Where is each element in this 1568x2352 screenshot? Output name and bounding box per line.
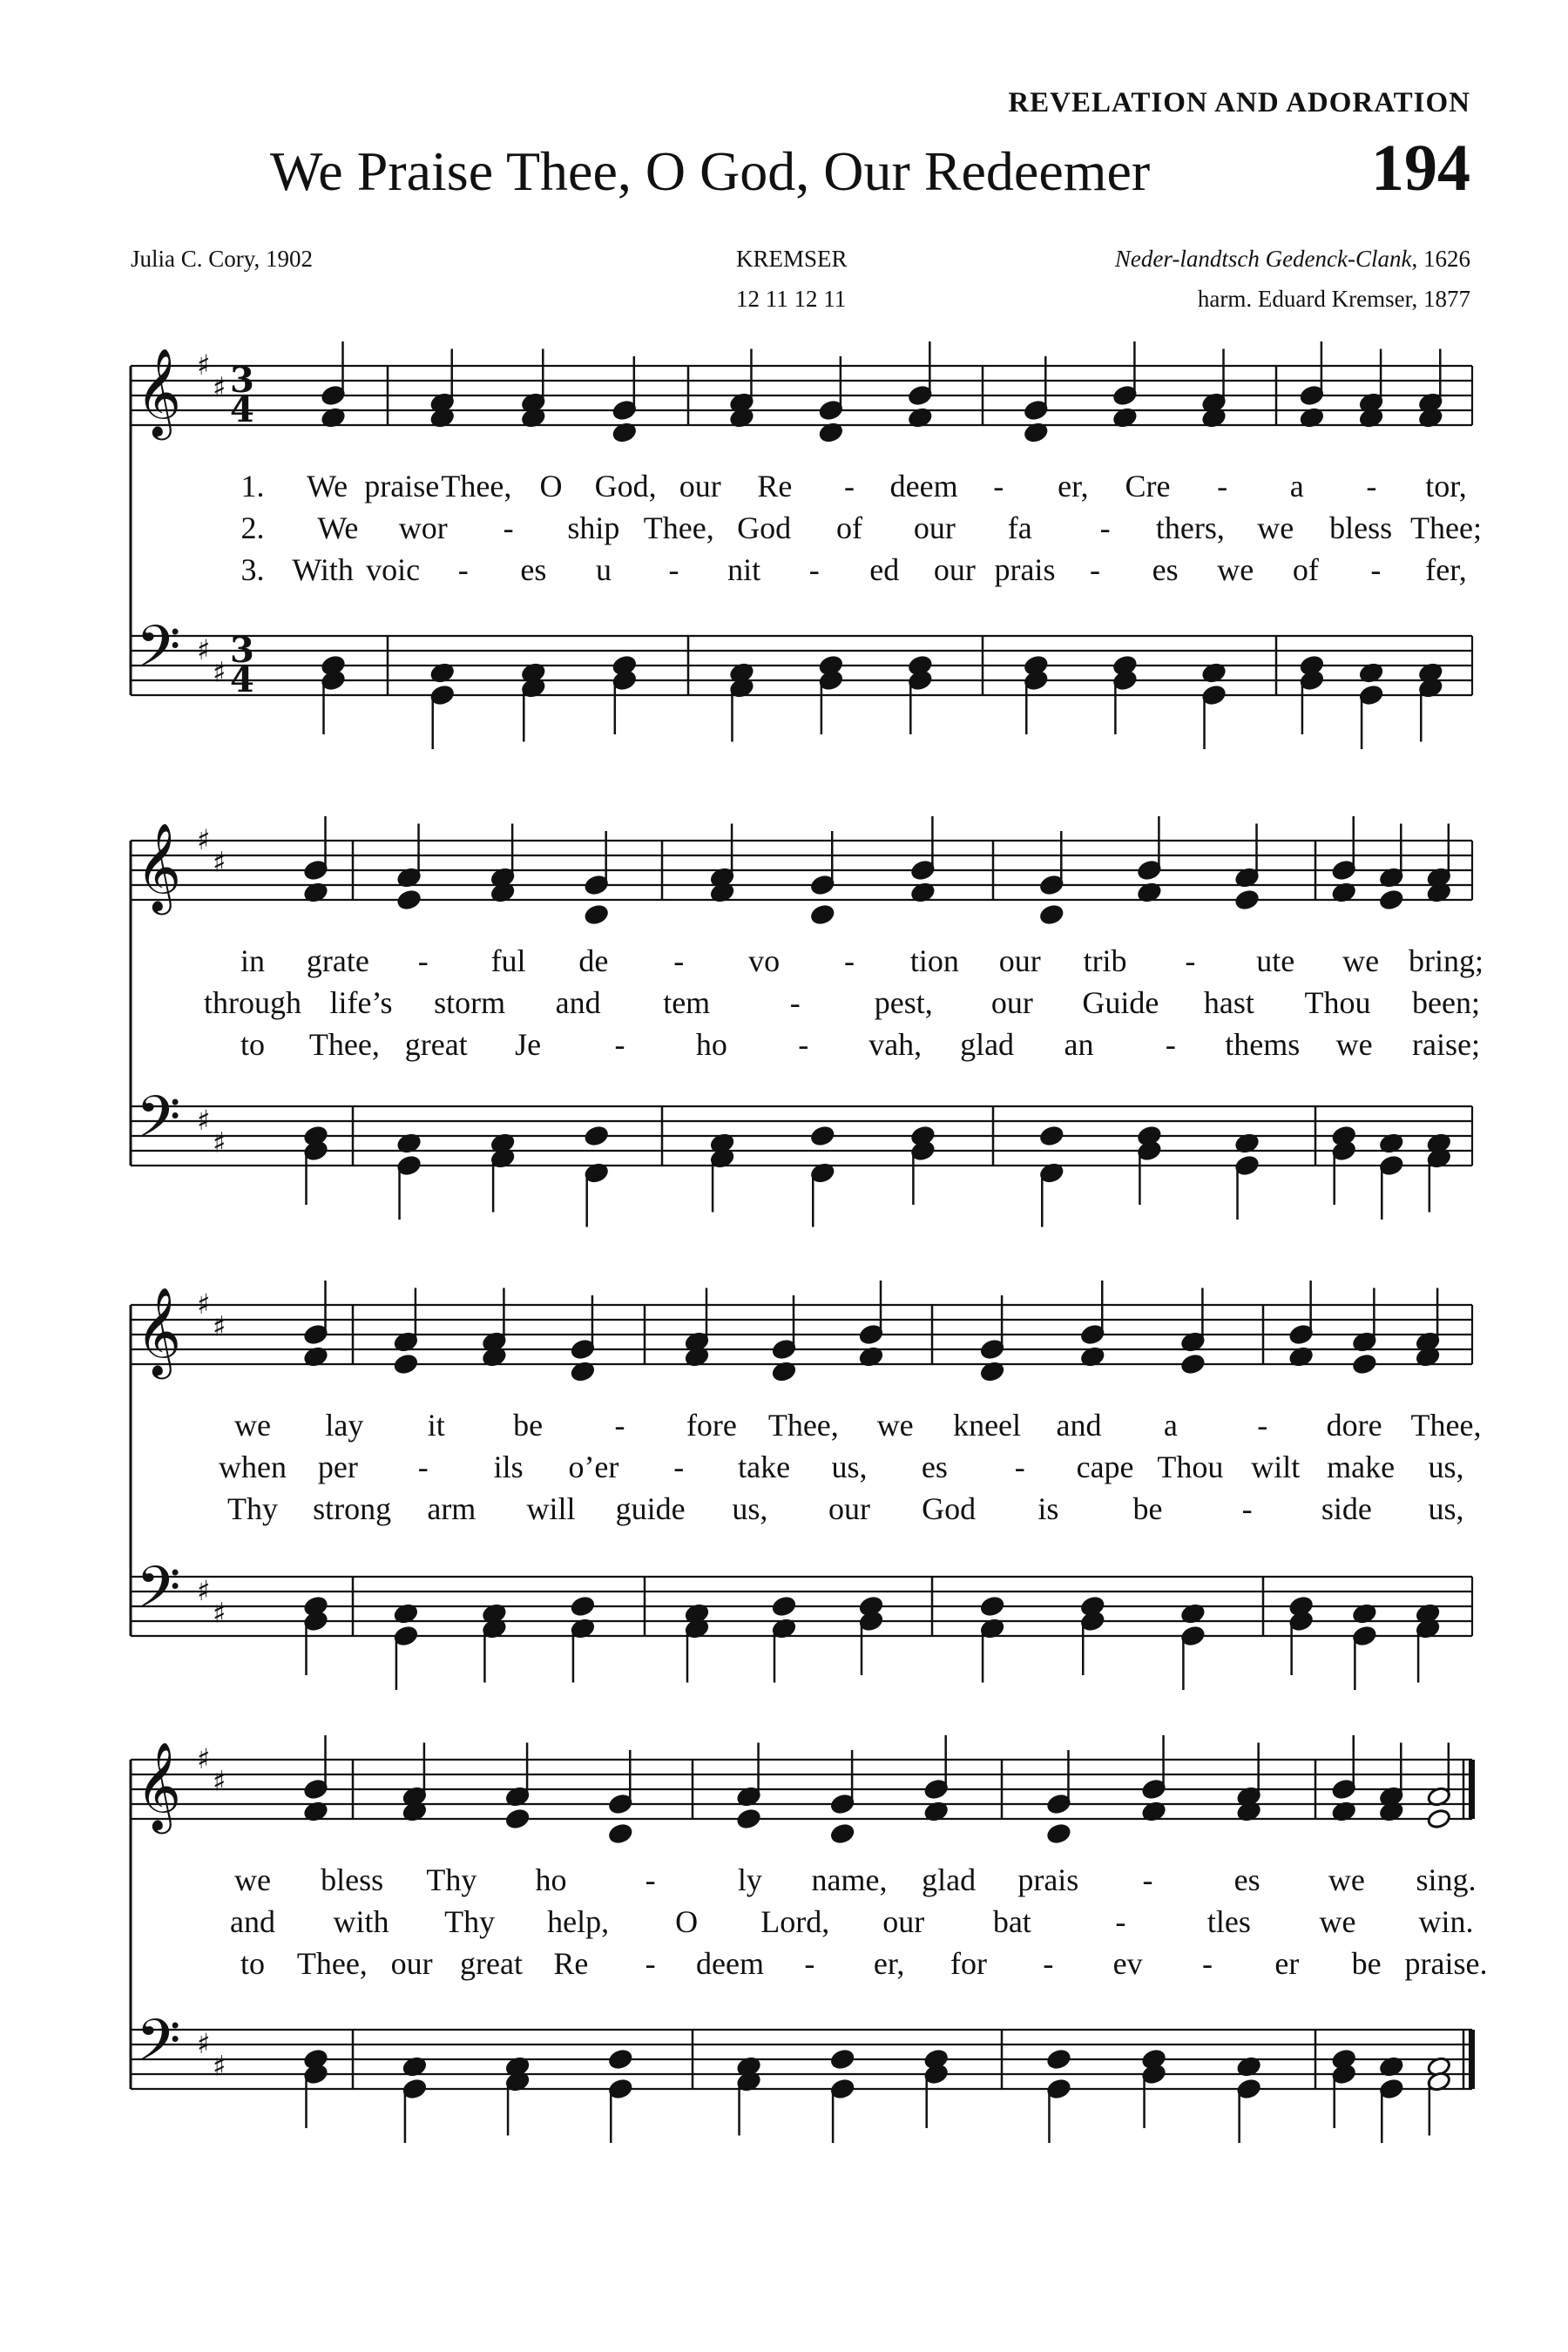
lyric-syllable: be (1132, 1491, 1163, 1526)
lyric-syllable: bless (1329, 510, 1393, 545)
lyric-syllable: and (555, 985, 601, 1020)
lyric-syllable: wilt (1251, 1450, 1301, 1484)
lyric-syllable: an (1064, 1027, 1094, 1062)
sharp-icon: ♯ (213, 2049, 226, 2083)
lyric-syllable: thems (1225, 1027, 1301, 1062)
treble-note (1039, 904, 1064, 926)
lyric-syllable: God (737, 510, 792, 545)
sharp-icon: ♯ (213, 655, 226, 689)
lyric-syllable: Guide (1082, 985, 1159, 1020)
sharp-icon: ♯ (197, 348, 211, 382)
sharp-icon: ♯ (197, 823, 211, 856)
lyric-syllable: is (1037, 1491, 1059, 1526)
lyric-syllable: trib (1083, 943, 1127, 978)
lyric-syllable: sing. (1416, 1862, 1477, 1897)
lyric-syllable: us, (732, 1491, 768, 1526)
treble-note (1046, 1823, 1071, 1845)
sharp-icon: ♯ (213, 1764, 226, 1798)
lyric-syllable: we (1257, 510, 1294, 545)
lyric-syllable: great (460, 1946, 523, 1981)
lyric-syllable: life’s (329, 985, 393, 1020)
lyric-syllable: for (950, 1946, 987, 1981)
final-barline-thick (1469, 1760, 1475, 1819)
treble-note (1352, 1354, 1377, 1375)
lyric-syllable: glad (960, 1027, 1015, 1062)
lyric-syllable: Thy (227, 1491, 278, 1526)
lyric-syllable: Thou (1304, 985, 1371, 1020)
lyric-syllable: thers, (1155, 510, 1225, 545)
lyric-syllable: bring; (1409, 943, 1484, 978)
lyric-syllable: we (1319, 1904, 1356, 1939)
lyric-syllable: Thee, (441, 469, 512, 504)
time-signature-digit: 4 (230, 659, 254, 700)
lyric-syllable: be (1351, 1946, 1382, 1981)
lyric-syllable: ship (567, 510, 620, 545)
lyric-syllable: and (1056, 1408, 1102, 1443)
lyric-syllable: raise; (1412, 1027, 1480, 1062)
lyric-syllable: - (1115, 1904, 1126, 1939)
lyric-syllable: win. (1418, 1904, 1474, 1939)
lyric-syllable: - (1043, 1946, 1054, 1981)
lyric-syllable: er (1274, 1946, 1300, 1981)
lyric-syllable: - (1217, 469, 1228, 504)
bass-note (980, 1596, 1005, 1618)
bass-note (1039, 1125, 1064, 1147)
lyric-syllable: our (390, 1946, 433, 1981)
meter: 12 11 12 11 (736, 286, 847, 312)
lyric-syllable: take (738, 1450, 791, 1484)
lyric-syllable: storm (434, 985, 506, 1020)
lyric-syllable: O (675, 1904, 699, 1939)
lyric-syllable: Re (757, 469, 793, 504)
lyric-syllable: tem (663, 985, 711, 1020)
lyric-syllable: - (1099, 510, 1111, 545)
bass-note (1046, 2049, 1071, 2071)
treble-clef-icon: 𝄞 (136, 1740, 182, 1830)
bass-note (608, 2049, 633, 2071)
lyric-syllable: ils (493, 1450, 524, 1484)
lyric-syllable: us, (831, 1450, 868, 1484)
treble-note (1234, 889, 1260, 911)
lyric-syllable: vo (748, 943, 781, 978)
lyric-syllable: bat (992, 1904, 1031, 1939)
treble-clef-icon: 𝄞 (136, 821, 182, 911)
lyric-syllable: Cre (1125, 469, 1171, 504)
lyric-syllable: side (1321, 1491, 1372, 1526)
lyric-syllable: praise (364, 469, 440, 504)
lyric-syllable: 3. (240, 552, 265, 587)
lyric-syllable: Thee, (643, 510, 714, 545)
treble-note (1180, 1354, 1206, 1375)
lyric-syllable: - (789, 985, 801, 1020)
sharp-icon: ♯ (197, 1104, 211, 1137)
lyric-syllable: tles (1206, 1904, 1251, 1939)
lyric-syllable: - (1257, 1408, 1268, 1443)
lyric-syllable: with (333, 1904, 389, 1939)
lyric-syllable: es (921, 1450, 948, 1484)
sharp-icon: ♯ (197, 1742, 211, 1775)
treble-clef-icon: 𝄞 (136, 347, 182, 436)
lyric-syllable: - (1241, 1491, 1253, 1526)
music-source-year: , 1626 (1411, 246, 1470, 272)
lyric-syllable: help, (547, 1904, 610, 1939)
lyric-syllable: - (417, 1450, 429, 1484)
lyric-syllable: - (668, 552, 679, 587)
lyric-syllable: God (922, 1491, 977, 1526)
lyric-syllable: - (798, 1027, 809, 1062)
treble-clef-icon: 𝄞 (136, 1286, 182, 1375)
lyric-syllable: make (1327, 1450, 1396, 1484)
time-signature-digit: 4 (230, 389, 254, 430)
treble-note (810, 904, 835, 926)
lyric-syllable: dore (1326, 1408, 1382, 1443)
bass-clef-icon: 𝄢 (136, 1554, 181, 1635)
lyric-syllable: ed (869, 552, 900, 587)
lyric-syllable: We (307, 469, 348, 504)
lyric-syllable: of (1292, 552, 1319, 587)
sharp-icon: ♯ (197, 1574, 211, 1607)
time-signature-digit: 3 (230, 360, 254, 401)
treble-note (396, 889, 422, 911)
sharp-icon: ♯ (213, 1596, 226, 1630)
lyric-syllable: to (240, 1946, 266, 1981)
lyric-syllable: ute (1256, 943, 1295, 978)
lyric-syllable: - (673, 943, 685, 978)
sharp-icon: ♯ (197, 633, 211, 666)
lyric-syllable: we (876, 1408, 914, 1443)
lyric-syllable: - (1014, 1450, 1025, 1484)
lyric-syllable: - (1370, 552, 1382, 587)
lyric-syllable: u (595, 552, 612, 587)
lyric-syllable: ly (737, 1862, 762, 1897)
lyric-syllable: - (804, 1946, 815, 1981)
lyric-syllable: - (1202, 1946, 1213, 1981)
lyric-syllable: o’er (568, 1450, 619, 1484)
lyric-syllable: - (1142, 1862, 1153, 1897)
lyric-syllable: nit (727, 552, 761, 587)
lyric-syllable: fore (686, 1408, 737, 1443)
lyric-syllable: - (503, 510, 514, 545)
lyric-syllable: - (645, 1862, 656, 1897)
lyric-syllable: Thee, (308, 1027, 380, 1062)
lyric-syllable: through (204, 985, 301, 1020)
sharp-icon: ♯ (213, 370, 226, 404)
time-signature-digit: 3 (230, 630, 254, 671)
lyric-syllable: we (1335, 1027, 1373, 1062)
lyric-syllable: - (844, 469, 855, 504)
lyric-syllable: God, (594, 469, 657, 504)
lyric-syllable: be (513, 1408, 544, 1443)
lyric-syllable: Lord, (760, 1904, 830, 1939)
words-credit: Julia C. Cory, 1902 (131, 246, 313, 272)
treble-note (736, 1808, 761, 1830)
lyric-syllable: our (990, 985, 1033, 1020)
lyric-syllable: Thee, (1410, 1408, 1482, 1443)
treble-note (1427, 1808, 1452, 1830)
lyric-syllable: a (1163, 1408, 1178, 1443)
lyric-syllable: our (913, 510, 956, 545)
lyric-syllable: fer, (1425, 552, 1467, 587)
lyric-syllable: fa (1007, 510, 1032, 545)
lyric-syllable: our (679, 469, 721, 504)
lyric-syllable: arm (427, 1491, 476, 1526)
lyric-syllable: - (1185, 943, 1196, 978)
lyric-syllable: we (234, 1408, 271, 1443)
lyric-syllable: With (292, 552, 354, 587)
bass-note (810, 1125, 835, 1147)
lyric-syllable: pest, (874, 985, 933, 1020)
lyric-syllable: tion (909, 943, 959, 978)
lyric-syllable: O (539, 469, 563, 504)
lyric-syllable: er, (873, 1946, 905, 1981)
lyric-syllable: Re (553, 1946, 589, 1981)
treble-note (584, 904, 609, 926)
lyric-syllable: Thee, (296, 1946, 368, 1981)
lyric-syllable: we (1217, 552, 1254, 587)
treble-note (394, 1354, 419, 1375)
tune-name: KREMSER (736, 246, 848, 272)
lyric-syllable: vah, (868, 1027, 923, 1062)
lyric-syllable: our (998, 943, 1041, 978)
lyric-syllable: our (828, 1491, 870, 1526)
lyric-syllable: - (993, 469, 1004, 504)
lyric-syllable: es (1233, 1862, 1260, 1897)
lyric-syllable: We (317, 510, 359, 545)
lyric-syllable: cape (1076, 1450, 1134, 1484)
lyric-syllable: es (520, 552, 547, 587)
lyric-syllable: when (219, 1450, 287, 1484)
lyric-syllable: Thee; (1410, 510, 1482, 545)
sharp-icon: ♯ (197, 1288, 211, 1321)
lyric-syllable: a (1289, 469, 1304, 504)
lyric-syllable: Thy (426, 1862, 477, 1897)
lyric-syllable: - (1090, 552, 1101, 587)
sharp-icon: ♯ (197, 2027, 211, 2060)
lyric-syllable: our (933, 552, 976, 587)
harmonization-credit: harm. Eduard Kremser, 1877 (1197, 286, 1470, 312)
lyric-syllable: deem (696, 1946, 764, 1981)
lyric-syllable: us, (1428, 1491, 1464, 1526)
lyric-syllable: been; (1412, 985, 1480, 1020)
lyric-syllable: praise. (1404, 1946, 1488, 1981)
lyric-syllable: - (614, 1408, 625, 1443)
section-heading: REVELATION AND ADORATION (1008, 87, 1470, 118)
lyric-syllable: prais (994, 552, 1056, 587)
lyric-syllable: - (673, 1450, 685, 1484)
treble-note (608, 1823, 633, 1845)
lyric-syllable: - (808, 552, 820, 587)
lyric-syllable: tor, (1425, 469, 1467, 504)
lyric-syllable: de (578, 943, 609, 978)
treble-note (830, 1823, 855, 1845)
bass-note (571, 1596, 596, 1618)
final-barline-thick (1469, 2030, 1475, 2089)
lyric-syllable: prais (1017, 1862, 1079, 1897)
treble-note (505, 1808, 531, 1830)
hymn-number: 194 (1371, 132, 1470, 205)
lyric-syllable: Thou (1157, 1450, 1224, 1484)
lyric-syllable: - (1366, 469, 1377, 504)
lyric-syllable: per (317, 1450, 358, 1484)
lyric-syllable: - (1165, 1027, 1176, 1062)
lyric-syllable: voic (366, 552, 421, 587)
bass-clef-icon: 𝄢 (136, 2007, 181, 2088)
lyric-syllable: 1. (240, 469, 265, 504)
lyric-syllable: our (882, 1904, 925, 1939)
lyric-syllable: ful (490, 943, 526, 978)
lyric-syllable: to (240, 1027, 266, 1062)
lyric-syllable: - (457, 552, 469, 587)
lyric-syllable: Thy (444, 1904, 496, 1939)
lyric-syllable: deem (889, 469, 958, 504)
lyric-syllable: ho (535, 1862, 567, 1897)
bass-note (584, 1125, 609, 1147)
lyric-syllable: in (240, 943, 266, 978)
bass-clef-icon: 𝄢 (136, 1084, 181, 1165)
lyric-syllable: wor (398, 510, 448, 545)
lyric-syllable: we (1342, 943, 1380, 978)
lyric-syllable: we (234, 1862, 271, 1897)
music-source-title: Neder-landtsch Gedenck-Clank (1114, 246, 1412, 272)
lyric-syllable: bless (321, 1862, 384, 1897)
lyric-syllable: Je (515, 1027, 542, 1062)
lyric-syllable: great (404, 1027, 468, 1062)
lyric-syllable: we (1328, 1862, 1365, 1897)
lyric-syllable: - (417, 943, 429, 978)
lyric-syllable: - (614, 1027, 625, 1062)
treble-note (1379, 889, 1404, 911)
lyric-syllable: - (844, 943, 855, 978)
lyric-syllable: ev (1112, 1946, 1143, 1981)
hymn-title: We Praise Thee, O God, Our Redeemer (270, 140, 1151, 202)
lyric-syllable: es (1152, 552, 1179, 587)
lyric-syllable: name, (811, 1862, 888, 1897)
lyric-syllable: er, (1058, 469, 1089, 504)
lyric-syllable: - (645, 1946, 656, 1981)
lyric-syllable: grate (306, 943, 369, 978)
lyric-syllable: hast (1203, 985, 1254, 1020)
lyric-syllable: lay (325, 1408, 364, 1443)
sharp-icon: ♯ (213, 1309, 226, 1343)
bass-note (772, 1596, 797, 1618)
lyric-syllable: kneel (953, 1408, 1022, 1443)
sharp-icon: ♯ (213, 1125, 226, 1159)
lyric-syllable: Thee, (767, 1408, 839, 1443)
lyric-syllable: of (836, 510, 862, 545)
lyric-syllable: and (230, 1904, 275, 1939)
lyric-syllable: ho (695, 1027, 727, 1062)
lyric-syllable: guide (615, 1491, 686, 1526)
bass-note (830, 2049, 855, 2071)
lyric-syllable: us, (1428, 1450, 1464, 1484)
lyric-syllable: will (526, 1491, 576, 1526)
lyric-syllable: 2. (240, 510, 265, 545)
lyric-syllable: strong (313, 1491, 392, 1526)
sharp-icon: ♯ (213, 845, 226, 879)
bass-clef-icon: 𝄢 (136, 613, 181, 694)
lyric-syllable: it (427, 1408, 445, 1443)
lyric-syllable: glad (922, 1862, 977, 1897)
